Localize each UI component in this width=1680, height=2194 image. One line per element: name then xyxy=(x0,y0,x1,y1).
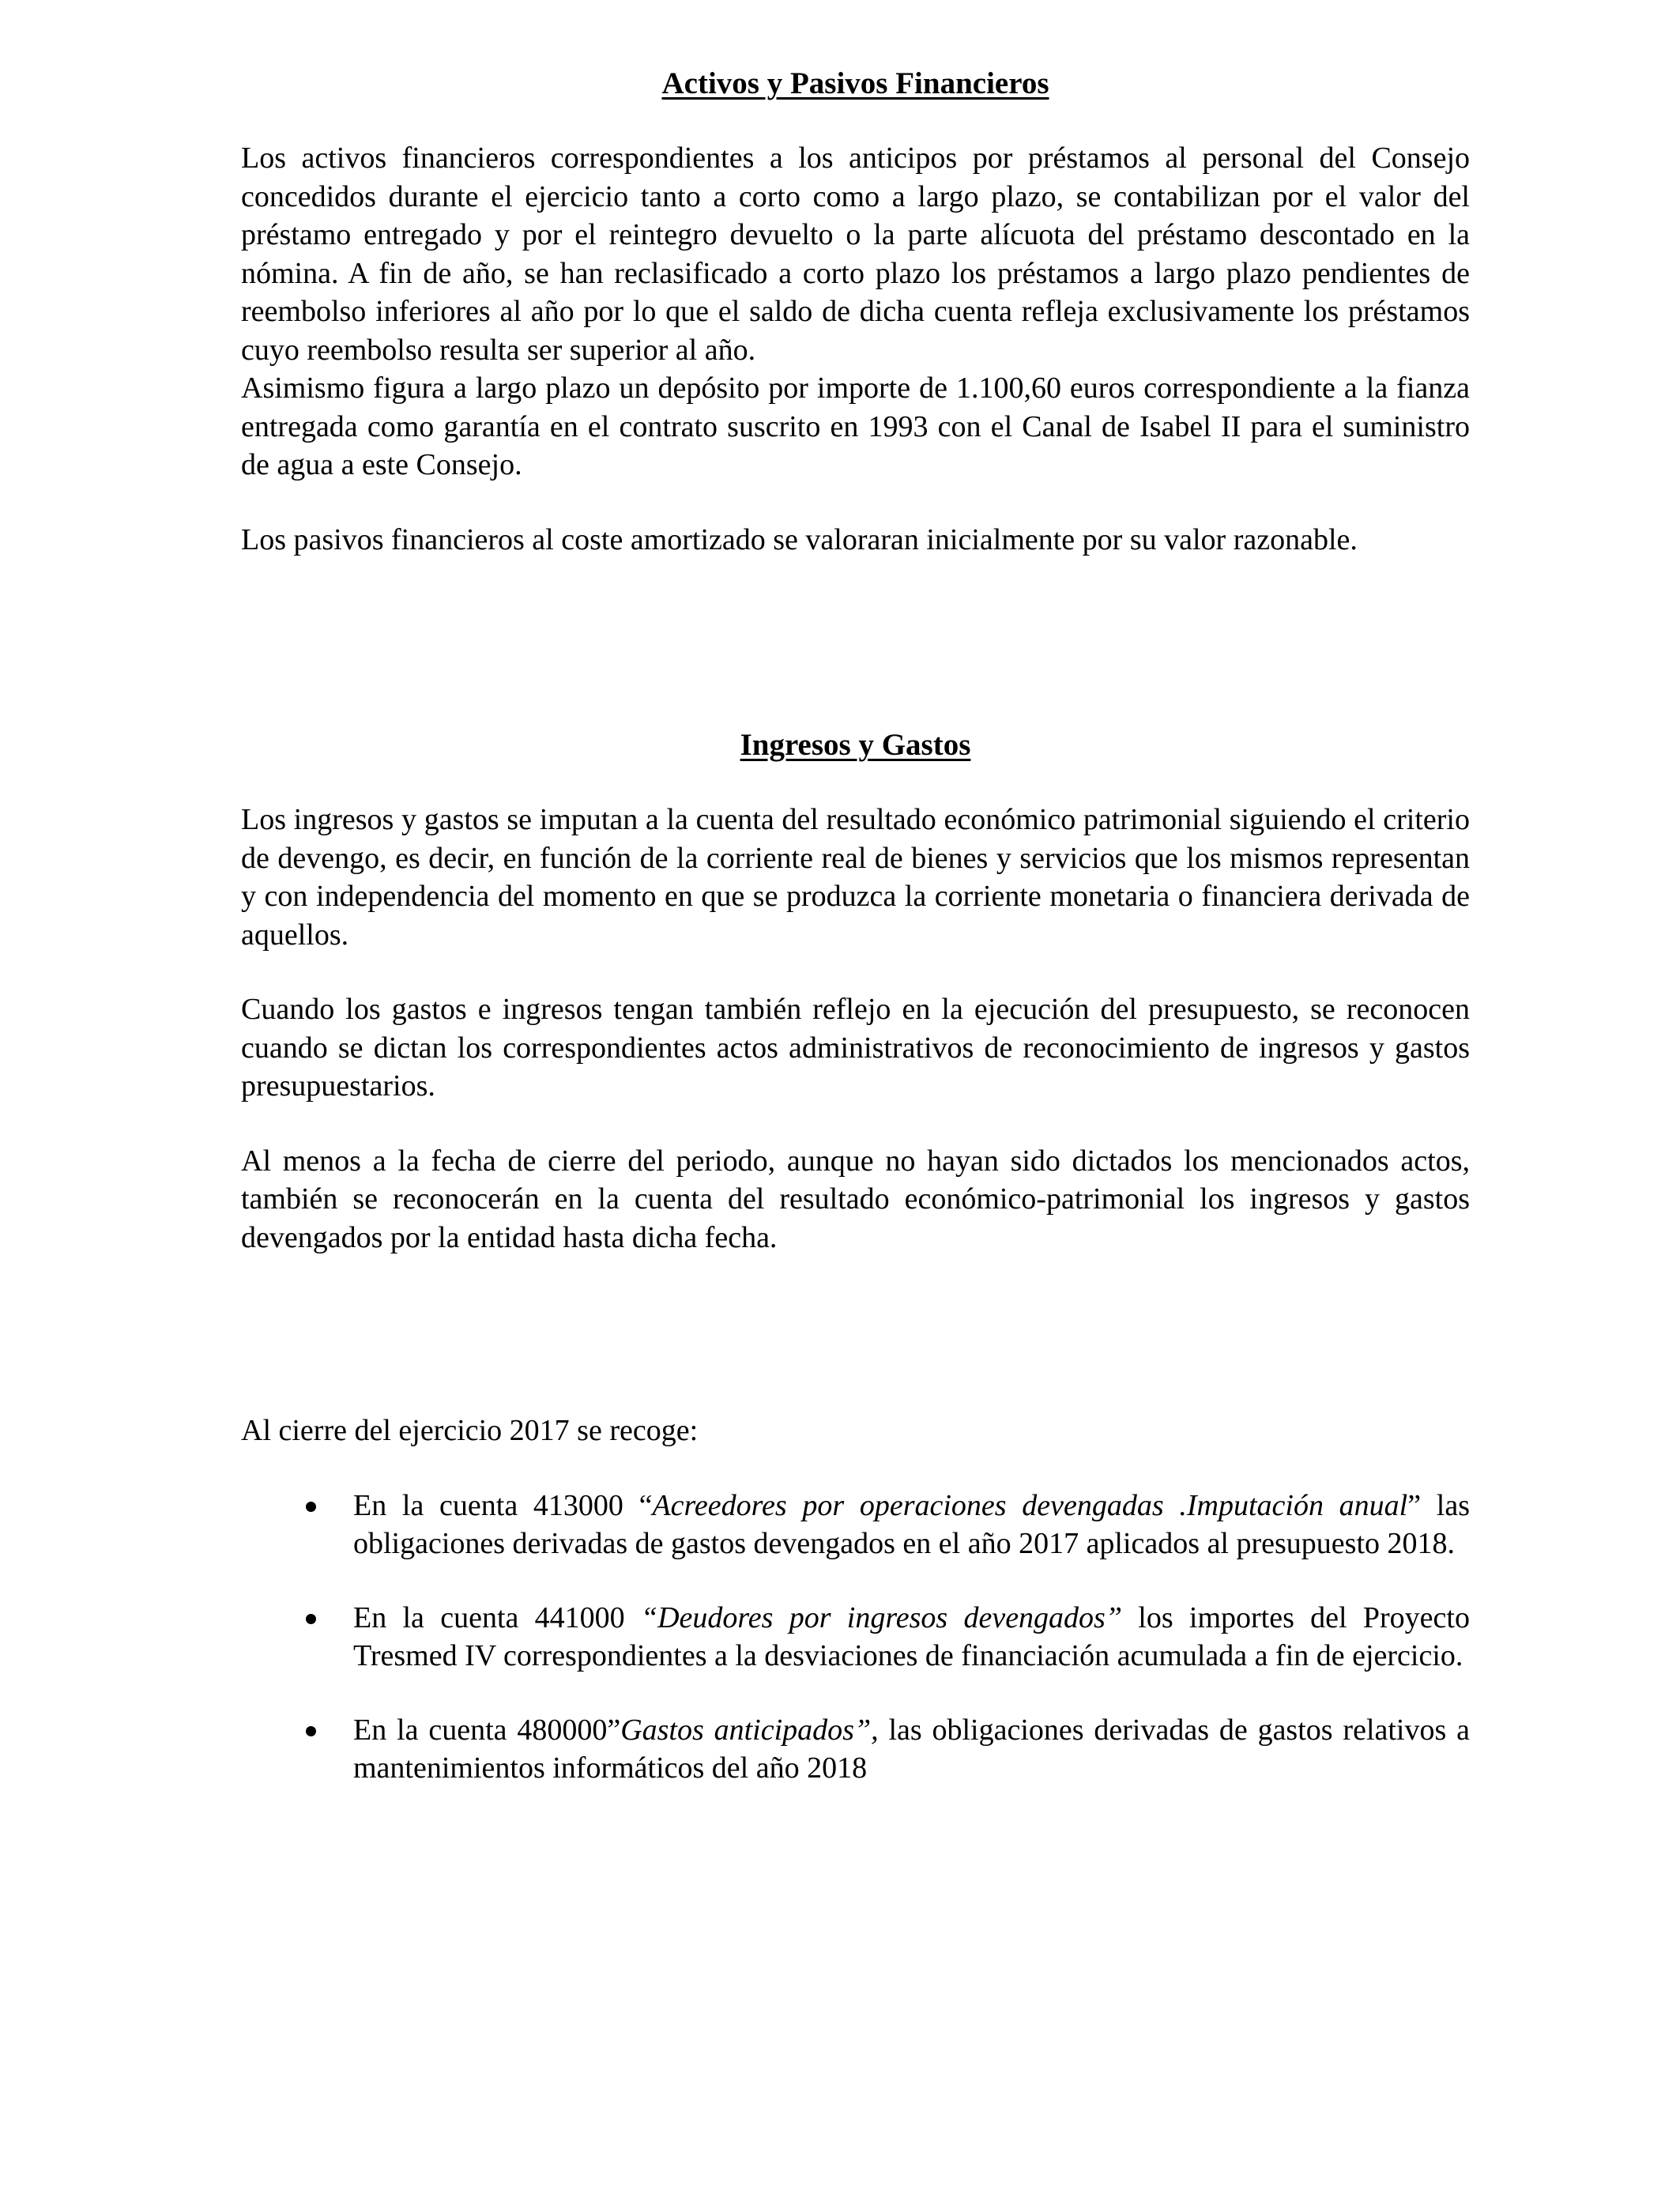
bullet-text-prefix: En la cuenta 441000 xyxy=(353,1600,641,1634)
bullet-text-suffix: las obligaciones derivadas de gastos relativos a mantenimientos informáticos del año 2018 xyxy=(353,1713,1470,1785)
paragraph-devengo: Los ingresos y gastos se imputan a la cuenta del resultado económico patrimonial siguiendo el criterio de devengo, es decir, en función de la corriente real de bienes y servicios que los mismos representan y con independencia del momento en que se produzca la corriente monetaria o financiera derivada de aquellos. xyxy=(241,803,1470,952)
closing-bullet-list xyxy=(241,1487,1470,1788)
bullet-text-prefix: En la cuenta 480000” xyxy=(353,1713,621,1747)
paragraph-pasivos-financieros: Los pasivos financieros al coste amortizado se valoraran inicialmente por su valor razonable. xyxy=(241,522,1358,556)
bullet-text-suffix: ” las obligaciones derivadas de gastos devengados en el año 2017 aplicados al presupuesto 2018. xyxy=(353,1488,1470,1560)
paragraph-presupuesto: Cuando los gastos e ingresos tengan también reflejo en la ejecución del presupuesto, se reconocen cuando se dictan los correspondientes actos administrativos de reconocimiento de ingresos y gastos presupuestarios. xyxy=(241,993,1470,1103)
bullet-text-account-name: Gastos anticipados”, xyxy=(620,1713,879,1747)
list-item xyxy=(241,1599,1470,1676)
list-item xyxy=(241,1711,1470,1788)
list-item xyxy=(241,1487,1470,1563)
closing-intro: Al cierre del ejercicio 2017 se recoge: xyxy=(241,1414,699,1447)
bullet-text-account-name: Acreedores por operaciones devengadas .Imputación anual xyxy=(652,1488,1408,1522)
section-title-ingresos-gastos: Ingresos y Gastos xyxy=(740,728,971,762)
paragraph-activos-financieros: Los activos financieros correspondientes a los anticipos por préstamos al personal del Consejo concedidos durante el ejercicio tanto a corto como a largo plazo, se contabilizan por el valor del préstamo entregado y por el reintegro devuelto o la parte alícuota del préstamo descontado en la nómina. A fin de año, se han reclasificado a corto plazo los préstamos a largo plazo pendientes de reembolso inferiores al año por lo que el saldo de dicha cuenta refleja exclusivamente los préstamos cuyo reembolso resulta ser superior al año. xyxy=(241,141,1470,367)
section-title-activos-pasivos: Activos y Pasivos Financieros xyxy=(661,66,1049,100)
bullet-text-prefix: En la cuenta 413000 “ xyxy=(353,1488,653,1522)
paragraph-deposito-fianza: Asimismo figura a largo plazo un depósito por importe de 1.100,60 euros correspondiente a la fianza entregada como garantía en el contrato suscrito en 1993 con el Canal de Isabel II para el suministro de agua a este Consejo. xyxy=(241,371,1470,481)
bullet-icon xyxy=(306,1614,316,1624)
bullet-icon xyxy=(306,1502,316,1512)
bullet-text-suffix: los importes del Proyecto Tresmed IV correspondientes a la desviaciones de financiación acumulada a fin de ejercicio. xyxy=(353,1600,1470,1672)
document-body xyxy=(241,65,1470,1788)
bullet-text-account-name: “Deudores por ingresos devengados” xyxy=(640,1600,1122,1634)
bullet-icon xyxy=(306,1726,316,1736)
paragraph-cierre-periodo: Al menos a la fecha de cierre del periodo, aunque no hayan sido dictados los mencionados actos, también se reconocerán en la cuenta del resultado económico-patrimonial los ingresos y gastos devengados por la entidad hasta dicha fecha. xyxy=(241,1144,1470,1254)
